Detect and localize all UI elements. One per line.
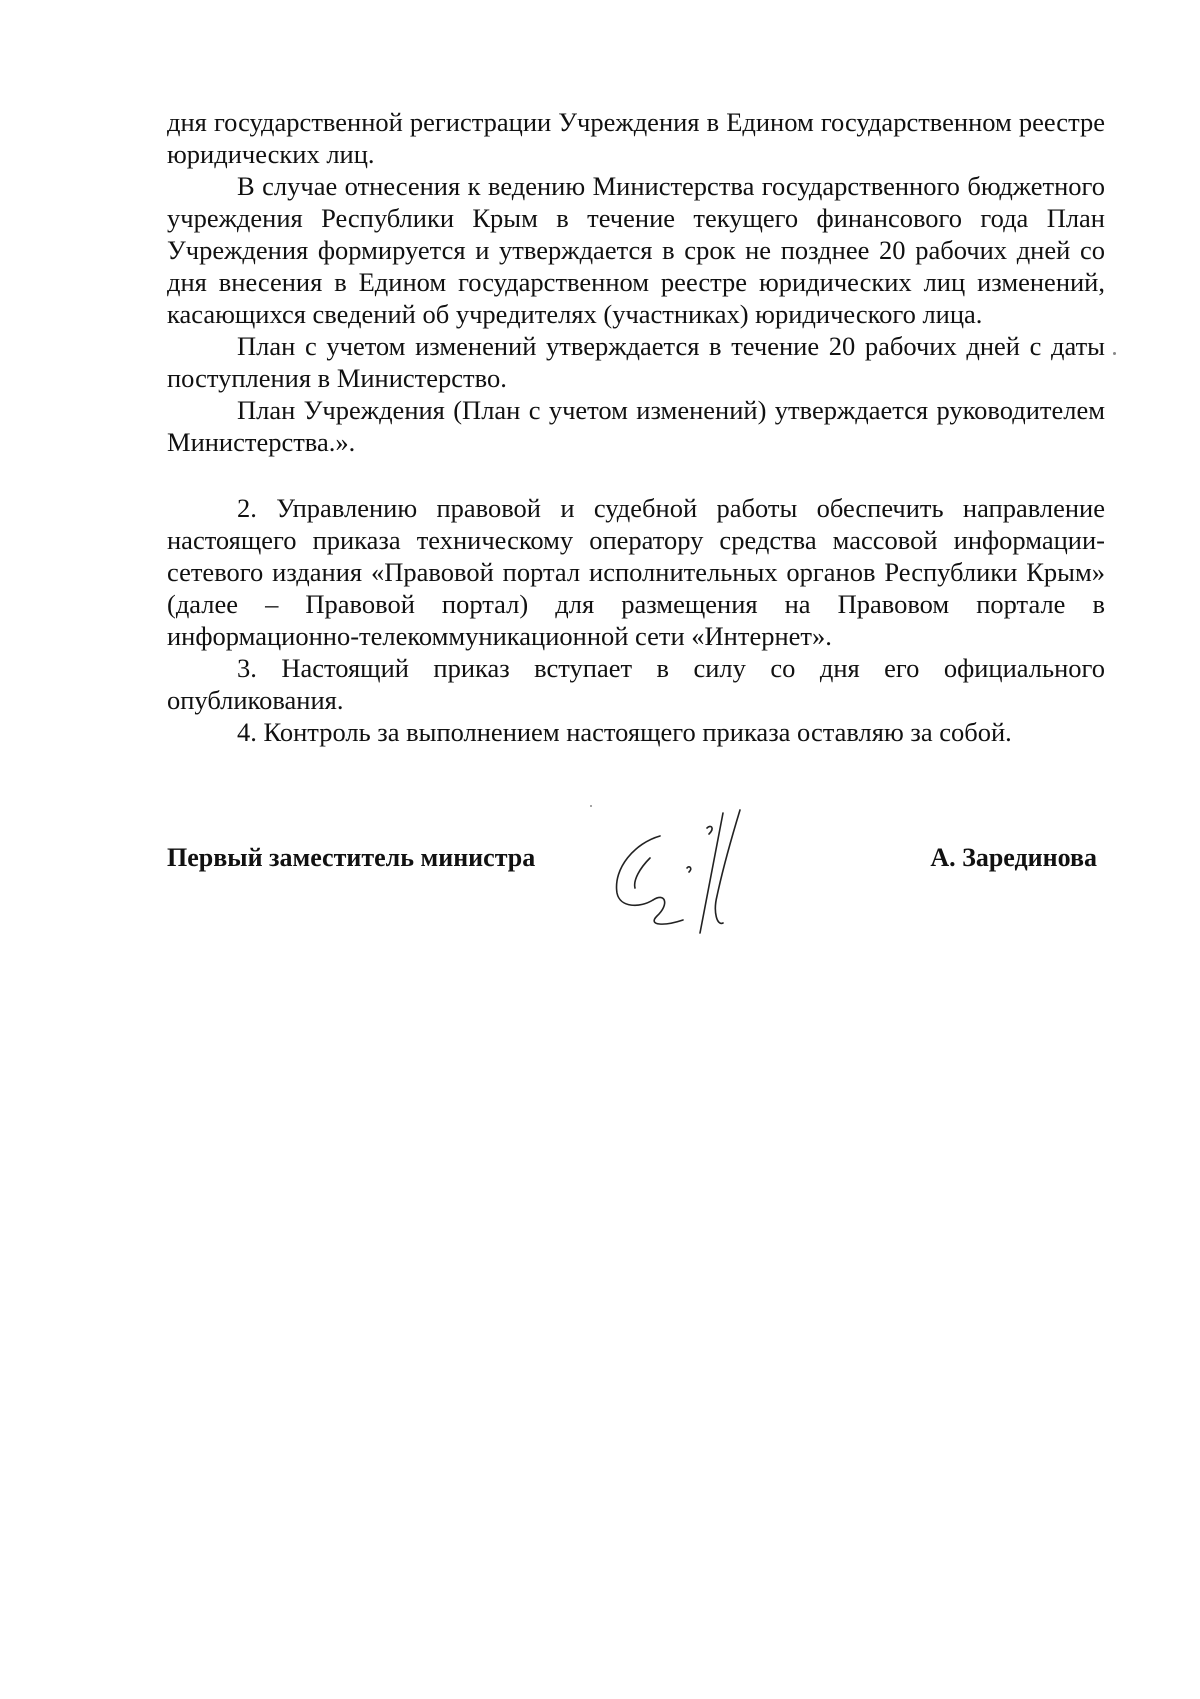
paragraph-item-3: 3. Настоящий приказ вступает в силу со дня его официального опубликования. xyxy=(167,653,1105,715)
scan-speck xyxy=(1113,352,1116,355)
signer-name: А. Зарединова xyxy=(930,843,1097,872)
paragraph-item-2: 2. Управлению правовой и судебной работы обеспечить направление настоящего приказа техническому оператору средства массовой информации-сетевого издания «Правовой портал исполнительных органов Республики Крым» (далее – Правовой портал) для размещения на Правовом портале в информационно-телекоммуникационной сети «Интернет». xyxy=(167,493,1105,651)
signer-position: Первый заместитель министра xyxy=(167,843,536,872)
paragraph-item-4: 4. Контроль за выполнением настоящего приказа оставляю за собой. xyxy=(237,717,1012,747)
document-body xyxy=(167,106,1105,748)
handwritten-signature xyxy=(605,808,795,943)
paragraph-continuation: дня государственной регистрации Учреждения в Едином государственном реестре юридических лиц. xyxy=(167,107,1105,169)
paragraph-spacer xyxy=(167,458,1105,492)
paragraph-ministry-case: В случае отнесения к ведению Министерства государственного бюджетного учреждения Республики Крым в течение текущего финансового года План Учреждения формируется и утверждается в срок не позднее 20 рабочих дней со дня внесения в Едином государственном реестре юридических лиц изменений, касающихся сведений об учредителях (участниках) юридического лица. xyxy=(167,171,1105,329)
paragraph-plan-approval: План Учреждения (План с учетом изменений) утверждается руководителем Министерства.». xyxy=(167,395,1105,457)
scan-speck xyxy=(590,805,592,807)
paragraph-plan-changes: План с учетом изменений утверждается в течение 20 рабочих дней с даты поступления в Министерство. xyxy=(167,331,1105,393)
